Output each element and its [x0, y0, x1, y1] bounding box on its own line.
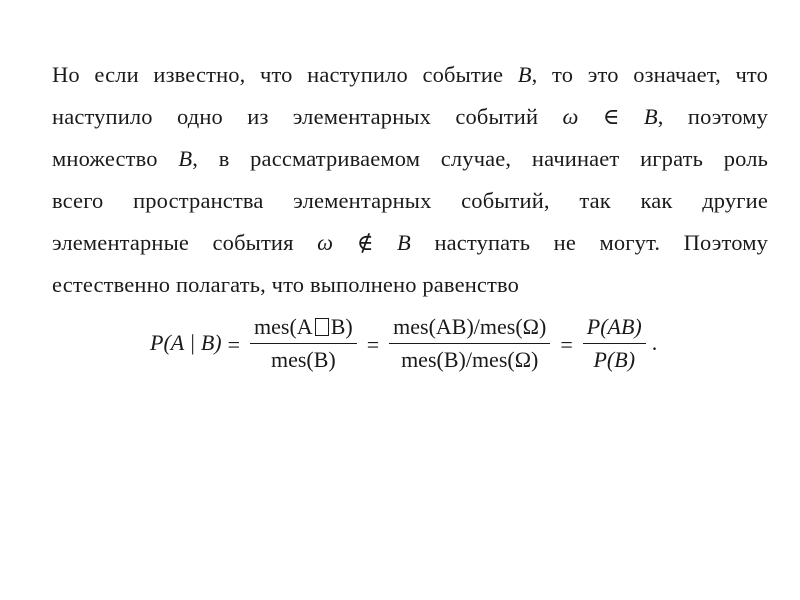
fraction-2-denominator: mes(B)/mes(Ω): [401, 346, 539, 372]
fraction-2-numerator: mes(AB)/mes(Ω): [389, 314, 550, 344]
fraction-1: [250, 314, 357, 373]
text-segment: наступать не могут. Поэтому: [410, 230, 768, 255]
text-segment: , поэтому: [657, 104, 768, 129]
fraction-2: [389, 314, 550, 373]
fraction-1-numerator: [250, 314, 357, 344]
formula-period: .: [651, 330, 658, 355]
text-segment: элементарные события: [52, 230, 318, 255]
math-symbol-b: B: [517, 62, 532, 87]
text-segment: , то это означает, что: [531, 62, 768, 87]
fraction-3-denominator: P(B): [593, 346, 636, 372]
text-segment: , в рассматриваемом случае, начинает играть роль: [192, 146, 768, 171]
fraction-3: [583, 314, 646, 373]
math-omega-notin-b: ω ∉ B: [317, 230, 411, 255]
text-paragraph: [52, 54, 768, 306]
text-segment: Но если известно, что наступило событие: [52, 62, 518, 87]
math-symbol-b: B: [178, 146, 193, 171]
fraction-3-numerator: P(AB): [583, 314, 646, 344]
text-segment: множество: [52, 146, 179, 171]
text-segment: наступило одно из элементарных событий: [52, 104, 563, 129]
conditional-probability-formula: [150, 308, 657, 378]
equals-sign: =: [366, 332, 380, 357]
text-line-1: [52, 54, 768, 96]
text-line-3: [52, 138, 768, 180]
numerator-part: B): [330, 313, 353, 339]
equals-sign: =: [227, 332, 241, 357]
fraction-1-denominator: mes(B): [270, 346, 336, 372]
numerator-part: mes(A: [254, 313, 313, 339]
text-line-2: [52, 96, 768, 138]
text-line-4: всего пространства элементарных событий, так как другие: [52, 188, 768, 213]
text-line-5: [52, 222, 768, 264]
missing-glyph-box: [315, 318, 329, 336]
text-line-6: естественно полагать, что выполнено равенство: [52, 272, 520, 297]
formula-lhs: P(A | B): [150, 330, 222, 355]
equals-sign: =: [560, 332, 573, 357]
math-omega-in-b: ω ∈ B: [562, 104, 658, 129]
